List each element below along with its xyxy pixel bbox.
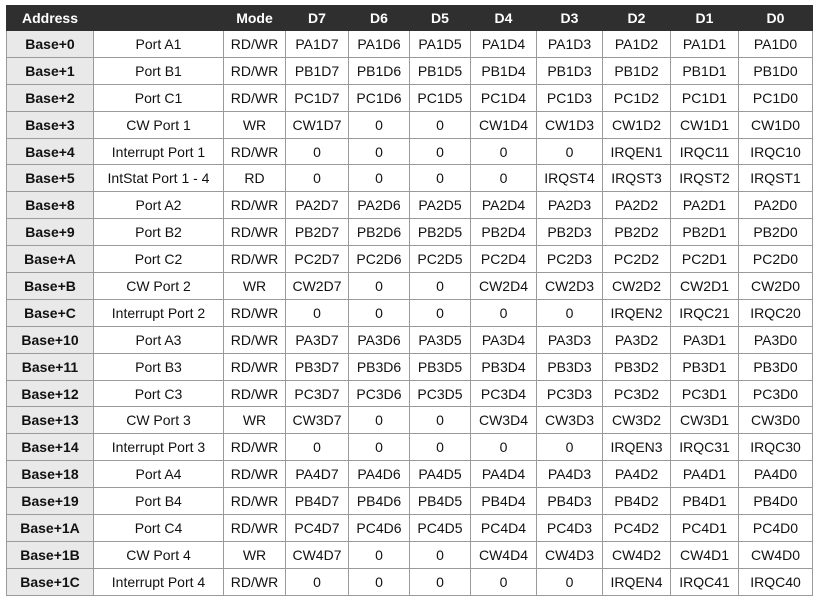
bit-d5-cell: 0: [410, 138, 471, 165]
mode-cell: RD/WR: [224, 568, 286, 595]
table-row: [7, 488, 813, 515]
bit-d4-cell: 0: [471, 434, 537, 461]
table-row: [7, 138, 813, 165]
table-row: [7, 165, 813, 192]
table-row: [7, 380, 813, 407]
bit-d5-cell: 0: [410, 434, 471, 461]
bit-d5-cell: PB4D5: [410, 488, 471, 515]
address-cell: Base+18: [7, 461, 94, 488]
d6-header: D6: [349, 6, 410, 31]
bit-d3-cell: PA4D3: [537, 461, 603, 488]
bit-d7-cell: PB1D7: [286, 57, 349, 84]
bit-d7-cell: 0: [286, 568, 349, 595]
mode-cell: RD/WR: [224, 246, 286, 273]
register-name-cell: Port C2: [94, 246, 224, 273]
table-row: [7, 57, 813, 84]
bit-d5-cell: PC3D5: [410, 380, 471, 407]
bit-d1-cell: CW1D1: [671, 111, 739, 138]
bit-d1-cell: IRQC41: [671, 568, 739, 595]
bit-d5-cell: 0: [410, 407, 471, 434]
bit-d2-cell: IRQEN4: [603, 568, 671, 595]
mode-cell: RD/WR: [224, 380, 286, 407]
bit-d3-cell: 0: [537, 568, 603, 595]
bit-d6-cell: 0: [349, 165, 410, 192]
bit-d4-cell: 0: [471, 299, 537, 326]
bit-d2-cell: PA1D2: [603, 31, 671, 58]
bit-d2-cell: IRQEN1: [603, 138, 671, 165]
bit-d2-cell: PA2D2: [603, 192, 671, 219]
address-cell: Base+1C: [7, 568, 94, 595]
header-row: [7, 6, 813, 31]
bit-d7-cell: PC2D7: [286, 246, 349, 273]
register-name-cell: Interrupt Port 3: [94, 434, 224, 461]
bit-d5-cell: 0: [410, 273, 471, 300]
bit-d7-cell: PB3D7: [286, 353, 349, 380]
bit-d0-cell: IRQC30: [739, 434, 813, 461]
bit-d6-cell: PC1D6: [349, 84, 410, 111]
table-row: [7, 434, 813, 461]
table-row: [7, 299, 813, 326]
bit-d4-cell: CW2D4: [471, 273, 537, 300]
bit-d1-cell: PB2D1: [671, 219, 739, 246]
bit-d3-cell: 0: [537, 434, 603, 461]
bit-d0-cell: CW4D0: [739, 541, 813, 568]
mode-cell: RD/WR: [224, 219, 286, 246]
bit-d0-cell: IRQC10: [739, 138, 813, 165]
bit-d3-cell: PC3D3: [537, 380, 603, 407]
bit-d3-cell: PC4D3: [537, 515, 603, 542]
bit-d6-cell: PA4D6: [349, 461, 410, 488]
table-row: [7, 353, 813, 380]
address-cell: Base+0: [7, 31, 94, 58]
bit-d0-cell: IRQC40: [739, 568, 813, 595]
bit-d6-cell: 0: [349, 434, 410, 461]
register-name-cell: Port A3: [94, 326, 224, 353]
register-name-cell: CW Port 3: [94, 407, 224, 434]
bit-d1-cell: PA3D1: [671, 326, 739, 353]
bit-d1-cell: PA4D1: [671, 461, 739, 488]
bit-d6-cell: PA2D6: [349, 192, 410, 219]
address-cell: Base+A: [7, 246, 94, 273]
bit-d7-cell: CW4D7: [286, 541, 349, 568]
bit-d4-cell: PA3D4: [471, 326, 537, 353]
bit-d4-cell: PA2D4: [471, 192, 537, 219]
bit-d1-cell: IRQST2: [671, 165, 739, 192]
bit-d6-cell: 0: [349, 299, 410, 326]
bit-d1-cell: PB4D1: [671, 488, 739, 515]
address-cell: Base+4: [7, 138, 94, 165]
bit-d4-cell: 0: [471, 165, 537, 192]
bit-d3-cell: PB2D3: [537, 219, 603, 246]
table-row: [7, 326, 813, 353]
mode-cell: RD/WR: [224, 84, 286, 111]
d7-header: D7: [286, 6, 349, 31]
bit-d5-cell: 0: [410, 299, 471, 326]
bit-d2-cell: CW3D2: [603, 407, 671, 434]
bit-d6-cell: PC3D6: [349, 380, 410, 407]
bit-d7-cell: PB4D7: [286, 488, 349, 515]
bit-d3-cell: 0: [537, 138, 603, 165]
register-name-cell: IntStat Port 1 - 4: [94, 165, 224, 192]
bit-d1-cell: PC1D1: [671, 84, 739, 111]
bit-d1-cell: IRQC21: [671, 299, 739, 326]
bit-d0-cell: CW1D0: [739, 111, 813, 138]
address-cell: Base+5: [7, 165, 94, 192]
bit-d2-cell: PC3D2: [603, 380, 671, 407]
mode-cell: RD/WR: [224, 488, 286, 515]
register-name-cell: Port A1: [94, 31, 224, 58]
table-row: [7, 407, 813, 434]
bit-d5-cell: PC1D5: [410, 84, 471, 111]
bit-d2-cell: CW2D2: [603, 273, 671, 300]
bit-d5-cell: PA4D5: [410, 461, 471, 488]
bit-d6-cell: 0: [349, 273, 410, 300]
bit-d1-cell: IRQC31: [671, 434, 739, 461]
d1-header: D1: [671, 6, 739, 31]
table-row: [7, 568, 813, 595]
table-header: [7, 6, 813, 31]
bit-d4-cell: PB3D4: [471, 353, 537, 380]
bit-d5-cell: PC2D5: [410, 246, 471, 273]
mode-cell: WR: [224, 407, 286, 434]
bit-d1-cell: CW2D1: [671, 273, 739, 300]
bit-d4-cell: PC4D4: [471, 515, 537, 542]
bit-d5-cell: PB3D5: [410, 353, 471, 380]
bit-d5-cell: PA2D5: [410, 192, 471, 219]
register-name-header: [94, 6, 224, 31]
register-name-cell: Interrupt Port 2: [94, 299, 224, 326]
bit-d1-cell: CW4D1: [671, 541, 739, 568]
bit-d5-cell: PB1D5: [410, 57, 471, 84]
d2-header: D2: [603, 6, 671, 31]
mode-cell: RD/WR: [224, 299, 286, 326]
address-cell: Base+11: [7, 353, 94, 380]
bit-d6-cell: 0: [349, 407, 410, 434]
bit-d3-cell: PC1D3: [537, 84, 603, 111]
mode-cell: WR: [224, 111, 286, 138]
bit-d1-cell: PA1D1: [671, 31, 739, 58]
bit-d5-cell: PA1D5: [410, 31, 471, 58]
table-row: [7, 84, 813, 111]
bit-d0-cell: CW2D0: [739, 273, 813, 300]
register-name-cell: Port B1: [94, 57, 224, 84]
bit-d1-cell: PC3D1: [671, 380, 739, 407]
register-name-cell: Interrupt Port 1: [94, 138, 224, 165]
bit-d5-cell: 0: [410, 165, 471, 192]
bit-d0-cell: PA4D0: [739, 461, 813, 488]
bit-d3-cell: IRQST4: [537, 165, 603, 192]
bit-d0-cell: PC4D0: [739, 515, 813, 542]
d3-header: D3: [537, 6, 603, 31]
register-name-cell: Port C4: [94, 515, 224, 542]
bit-d2-cell: PA4D2: [603, 461, 671, 488]
bit-d7-cell: PA2D7: [286, 192, 349, 219]
bit-d0-cell: CW3D0: [739, 407, 813, 434]
table-row: [7, 111, 813, 138]
bit-d2-cell: IRQST3: [603, 165, 671, 192]
bit-d2-cell: IRQEN3: [603, 434, 671, 461]
mode-cell: WR: [224, 541, 286, 568]
bit-d2-cell: PB1D2: [603, 57, 671, 84]
bit-d3-cell: CW2D3: [537, 273, 603, 300]
bit-d4-cell: CW3D4: [471, 407, 537, 434]
address-cell: Base+1B: [7, 541, 94, 568]
bit-d7-cell: 0: [286, 138, 349, 165]
bit-d2-cell: PA3D2: [603, 326, 671, 353]
bit-d1-cell: IRQC11: [671, 138, 739, 165]
bit-d0-cell: IRQC20: [739, 299, 813, 326]
register-name-cell: Port C1: [94, 84, 224, 111]
bit-d2-cell: PB3D2: [603, 353, 671, 380]
address-cell: Base+2: [7, 84, 94, 111]
address-cell: Base+12: [7, 380, 94, 407]
register-name-cell: Port A2: [94, 192, 224, 219]
bit-d3-cell: PC2D3: [537, 246, 603, 273]
bit-d5-cell: 0: [410, 568, 471, 595]
bit-d5-cell: PA3D5: [410, 326, 471, 353]
bit-d2-cell: PB2D2: [603, 219, 671, 246]
bit-d6-cell: 0: [349, 541, 410, 568]
bit-d4-cell: PC1D4: [471, 84, 537, 111]
bit-d1-cell: CW3D1: [671, 407, 739, 434]
register-name-cell: Port B3: [94, 353, 224, 380]
table-row: [7, 461, 813, 488]
bit-d4-cell: PC3D4: [471, 380, 537, 407]
bit-d2-cell: PB4D2: [603, 488, 671, 515]
bit-d7-cell: PC1D7: [286, 84, 349, 111]
mode-cell: RD/WR: [224, 138, 286, 165]
bit-d4-cell: 0: [471, 138, 537, 165]
mode-cell: RD/WR: [224, 57, 286, 84]
bit-d3-cell: CW3D3: [537, 407, 603, 434]
bit-d7-cell: PA3D7: [286, 326, 349, 353]
bit-d4-cell: CW1D4: [471, 111, 537, 138]
register-name-cell: Port A4: [94, 461, 224, 488]
register-name-cell: CW Port 4: [94, 541, 224, 568]
bit-d2-cell: CW4D2: [603, 541, 671, 568]
bit-d5-cell: PC4D5: [410, 515, 471, 542]
table-body: [7, 31, 813, 596]
address-cell: Base+C: [7, 299, 94, 326]
bit-d3-cell: 0: [537, 299, 603, 326]
bit-d4-cell: CW4D4: [471, 541, 537, 568]
bit-d0-cell: PA3D0: [739, 326, 813, 353]
register-map-table: [6, 5, 813, 596]
mode-cell: RD/WR: [224, 461, 286, 488]
mode-header: Mode: [224, 6, 286, 31]
bit-d3-cell: CW1D3: [537, 111, 603, 138]
d5-header: D5: [410, 6, 471, 31]
bit-d4-cell: PB1D4: [471, 57, 537, 84]
bit-d0-cell: IRQST1: [739, 165, 813, 192]
bit-d2-cell: PC1D2: [603, 84, 671, 111]
bit-d4-cell: 0: [471, 568, 537, 595]
bit-d4-cell: PB2D4: [471, 219, 537, 246]
address-cell: Base+19: [7, 488, 94, 515]
mode-cell: RD/WR: [224, 353, 286, 380]
bit-d3-cell: PB3D3: [537, 353, 603, 380]
table-row: [7, 273, 813, 300]
bit-d2-cell: IRQEN2: [603, 299, 671, 326]
register-name-cell: Port C3: [94, 380, 224, 407]
mode-cell: RD/WR: [224, 192, 286, 219]
bit-d3-cell: PA1D3: [537, 31, 603, 58]
bit-d7-cell: CW2D7: [286, 273, 349, 300]
address-cell: Base+8: [7, 192, 94, 219]
address-header: Address: [7, 6, 94, 31]
bit-d0-cell: PC3D0: [739, 380, 813, 407]
register-name-cell: Interrupt Port 4: [94, 568, 224, 595]
bit-d7-cell: CW1D7: [286, 111, 349, 138]
address-cell: Base+1A: [7, 515, 94, 542]
register-name-cell: CW Port 2: [94, 273, 224, 300]
register-name-cell: Port B2: [94, 219, 224, 246]
bit-d6-cell: PB2D6: [349, 219, 410, 246]
bit-d6-cell: PB3D6: [349, 353, 410, 380]
bit-d0-cell: PB1D0: [739, 57, 813, 84]
bit-d3-cell: PA3D3: [537, 326, 603, 353]
bit-d4-cell: PB4D4: [471, 488, 537, 515]
bit-d0-cell: PA2D0: [739, 192, 813, 219]
bit-d2-cell: PC2D2: [603, 246, 671, 273]
bit-d1-cell: PB1D1: [671, 57, 739, 84]
bit-d0-cell: PB4D0: [739, 488, 813, 515]
mode-cell: RD/WR: [224, 434, 286, 461]
mode-cell: RD/WR: [224, 31, 286, 58]
bit-d5-cell: 0: [410, 111, 471, 138]
mode-cell: WR: [224, 273, 286, 300]
bit-d5-cell: PB2D5: [410, 219, 471, 246]
d4-header: D4: [471, 6, 537, 31]
bit-d0-cell: PC1D0: [739, 84, 813, 111]
bit-d1-cell: PA2D1: [671, 192, 739, 219]
bit-d6-cell: 0: [349, 568, 410, 595]
bit-d6-cell: PA1D6: [349, 31, 410, 58]
table-row: [7, 515, 813, 542]
address-cell: Base+14: [7, 434, 94, 461]
address-cell: Base+3: [7, 111, 94, 138]
bit-d7-cell: CW3D7: [286, 407, 349, 434]
bit-d1-cell: PC4D1: [671, 515, 739, 542]
bit-d7-cell: PC3D7: [286, 380, 349, 407]
mode-cell: RD/WR: [224, 326, 286, 353]
bit-d7-cell: PA4D7: [286, 461, 349, 488]
bit-d3-cell: PA2D3: [537, 192, 603, 219]
bit-d1-cell: PB3D1: [671, 353, 739, 380]
bit-d3-cell: PB1D3: [537, 57, 603, 84]
address-cell: Base+9: [7, 219, 94, 246]
d0-header: D0: [739, 6, 813, 31]
bit-d4-cell: PC2D4: [471, 246, 537, 273]
bit-d3-cell: PB4D3: [537, 488, 603, 515]
table-row: [7, 246, 813, 273]
bit-d4-cell: PA1D4: [471, 31, 537, 58]
bit-d4-cell: PA4D4: [471, 461, 537, 488]
table-row: [7, 541, 813, 568]
bit-d6-cell: PB4D6: [349, 488, 410, 515]
bit-d6-cell: 0: [349, 138, 410, 165]
mode-cell: RD/WR: [224, 515, 286, 542]
bit-d3-cell: CW4D3: [537, 541, 603, 568]
bit-d0-cell: PA1D0: [739, 31, 813, 58]
bit-d5-cell: 0: [410, 541, 471, 568]
bit-d7-cell: 0: [286, 165, 349, 192]
bit-d0-cell: PC2D0: [739, 246, 813, 273]
bit-d6-cell: PA3D6: [349, 326, 410, 353]
bit-d6-cell: PC2D6: [349, 246, 410, 273]
bit-d0-cell: PB2D0: [739, 219, 813, 246]
table-row: [7, 192, 813, 219]
bit-d6-cell: 0: [349, 111, 410, 138]
bit-d2-cell: CW1D2: [603, 111, 671, 138]
bit-d2-cell: PC4D2: [603, 515, 671, 542]
bit-d7-cell: PC4D7: [286, 515, 349, 542]
address-cell: Base+13: [7, 407, 94, 434]
bit-d7-cell: 0: [286, 299, 349, 326]
address-cell: Base+1: [7, 57, 94, 84]
table-row: [7, 31, 813, 58]
address-cell: Base+B: [7, 273, 94, 300]
table-row: [7, 219, 813, 246]
bit-d6-cell: PB1D6: [349, 57, 410, 84]
mode-cell: RD: [224, 165, 286, 192]
bit-d1-cell: PC2D1: [671, 246, 739, 273]
bit-d7-cell: PB2D7: [286, 219, 349, 246]
bit-d7-cell: PA1D7: [286, 31, 349, 58]
register-name-cell: CW Port 1: [94, 111, 224, 138]
bit-d6-cell: PC4D6: [349, 515, 410, 542]
bit-d0-cell: PB3D0: [739, 353, 813, 380]
register-name-cell: Port B4: [94, 488, 224, 515]
bit-d7-cell: 0: [286, 434, 349, 461]
address-cell: Base+10: [7, 326, 94, 353]
